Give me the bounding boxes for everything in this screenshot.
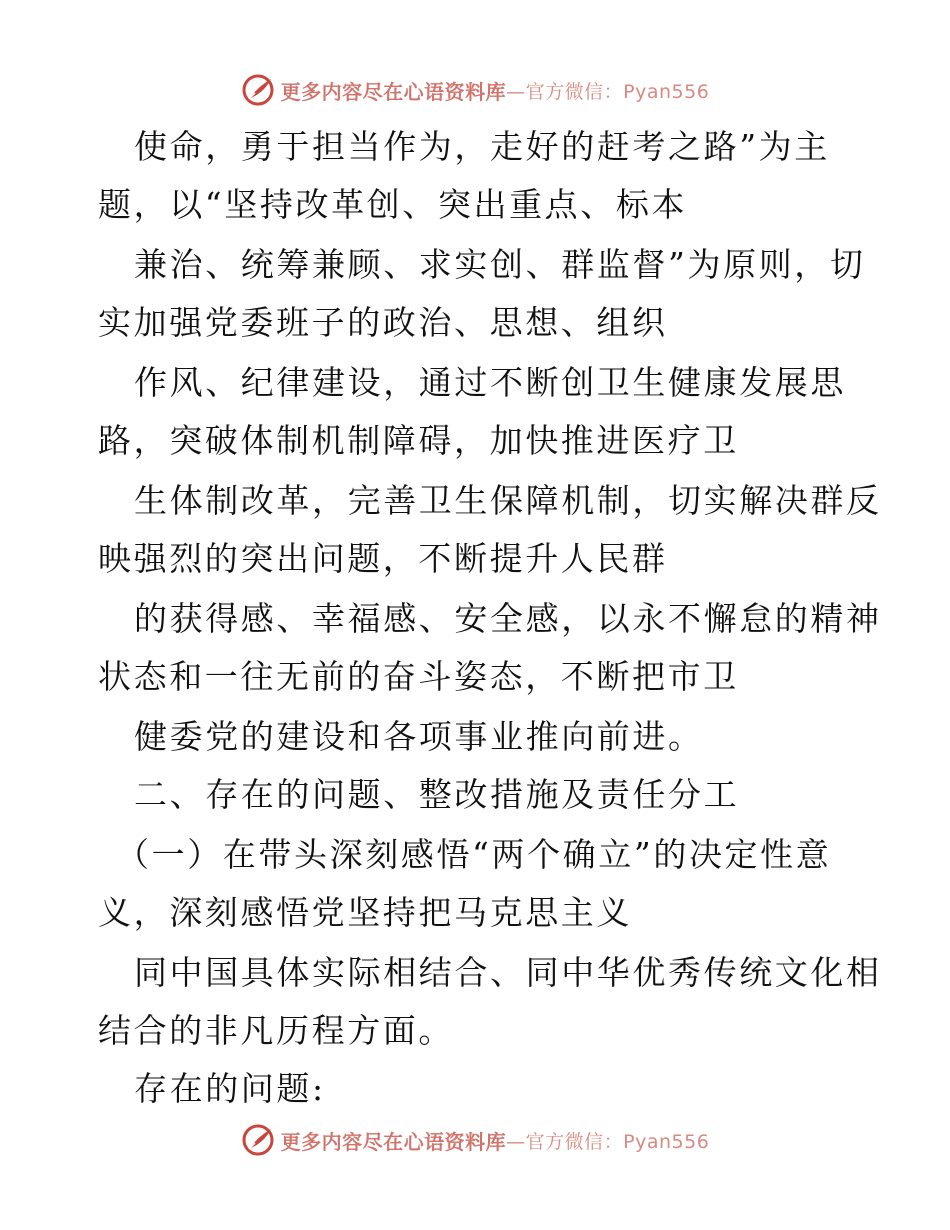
text-line: 使命，勇于担当作为，走好的赶考之路”为主 <box>134 127 830 166</box>
text-line: 生体制改革，完善卫生保障机制，切实解决群反 <box>134 481 882 520</box>
text-line: 结合的非凡历程方面。 <box>98 1011 454 1050</box>
text-line: 作风、纪律建设，通过不断创卫生健康发展思 <box>134 363 846 402</box>
watermark-contact: —官方微信：Pyan556 <box>506 1130 710 1153</box>
text-line: 路，突破体制机制障碍，加快推进医疗卫 <box>98 421 739 460</box>
watermark-title: 更多内容尽在心语资料库 <box>280 1129 507 1154</box>
text-line: 状态和一往无前的奋斗姿态，不断把市卫 <box>98 657 739 696</box>
feather-logo-icon <box>241 73 275 107</box>
text-line: 健委党的建设和各项事业推向前进。 <box>134 717 704 756</box>
text-line: 映强烈的突出问题，不断提升人民群 <box>98 539 668 578</box>
text-line: 实加强党委班子的政治、思想、组织 <box>98 303 668 342</box>
text-line: 的获得感、幸福感、安全感，以永不懈怠的精神 <box>134 599 882 638</box>
feather-logo-icon <box>241 1123 275 1157</box>
footer-watermark <box>0 1120 950 1160</box>
header-watermark <box>0 70 950 110</box>
text-line: 题，以“坚持改革创、突出重点、标本 <box>98 185 688 224</box>
subsection-heading: （一）在带头深刻感悟“两个确立”的决定性意 <box>116 835 832 874</box>
section-heading: 二、存在的问题、整改措施及责任分工 <box>134 775 740 814</box>
text-line: 兼治、统筹兼顾、求实创、群监督”为原则，切 <box>134 245 866 284</box>
problems-label: 存在的问题: <box>134 1069 326 1108</box>
watermark-contact: —官方微信：Pyan556 <box>506 80 710 103</box>
watermark-title: 更多内容尽在心语资料库 <box>280 79 507 104</box>
text-line: 义，深刻感悟党坚持把马克思主义 <box>98 893 632 932</box>
text-line: 同中国具体实际相结合、同中华优秀传统文化相 <box>134 953 882 992</box>
